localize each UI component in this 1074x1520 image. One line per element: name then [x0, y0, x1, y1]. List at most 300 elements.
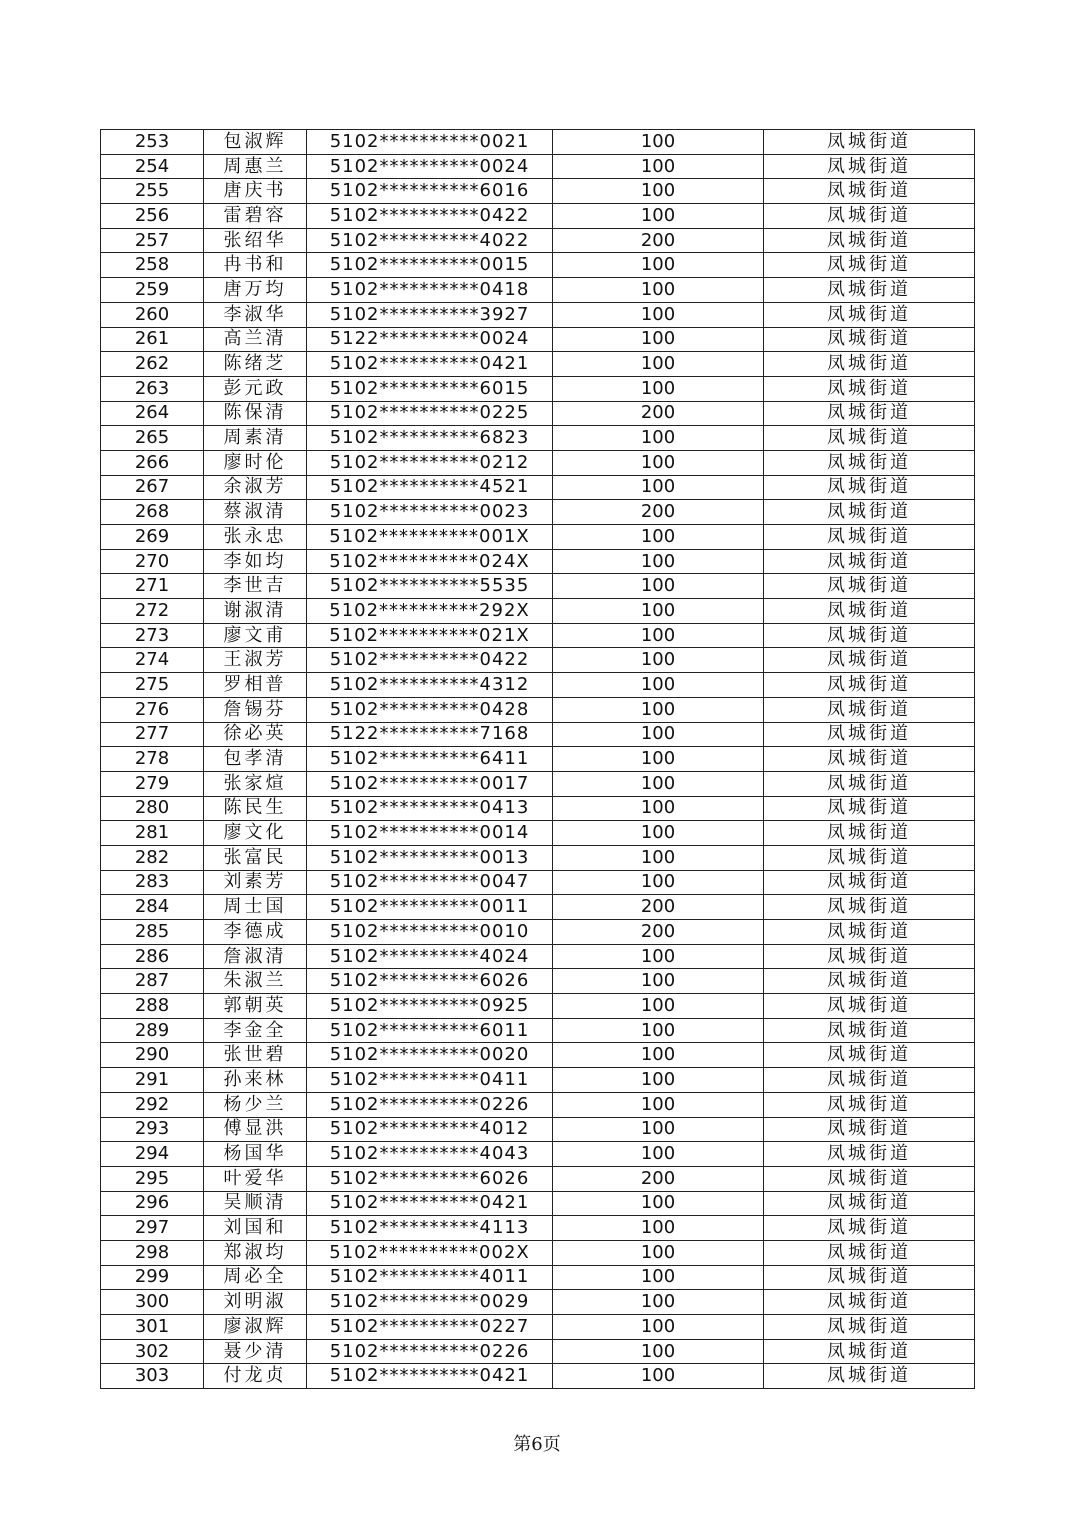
amount-cell: 100	[553, 475, 764, 500]
row-number-cell: 259	[101, 278, 204, 303]
row-number-cell: 270	[101, 549, 204, 574]
amount-cell: 100	[553, 1265, 764, 1290]
id-number-cell: 5102**********292X	[307, 599, 553, 624]
row-number-cell: 280	[101, 796, 204, 821]
table-row	[101, 796, 975, 821]
id-number-cell: 5102**********0418	[307, 278, 553, 303]
street-cell: 凤城街道	[764, 475, 975, 500]
amount-cell: 100	[553, 179, 764, 204]
street-cell: 凤城街道	[764, 1043, 975, 1068]
amount-cell: 100	[553, 278, 764, 303]
amount-cell: 100	[553, 771, 764, 796]
table-row	[101, 1265, 975, 1290]
row-number-cell: 299	[101, 1265, 204, 1290]
street-cell: 凤城街道	[764, 376, 975, 401]
amount-cell: 200	[553, 401, 764, 426]
person-name-cell: 付龙贞	[204, 1364, 307, 1389]
amount-cell: 100	[553, 327, 764, 352]
person-name-cell: 陈绪芝	[204, 352, 307, 377]
amount-cell: 100	[553, 1092, 764, 1117]
row-number-cell: 297	[101, 1216, 204, 1241]
id-number-cell: 5102**********4113	[307, 1216, 553, 1241]
row-number-cell: 295	[101, 1166, 204, 1191]
id-number-cell: 5102**********0013	[307, 845, 553, 870]
amount-cell: 100	[553, 722, 764, 747]
amount-cell: 100	[553, 426, 764, 451]
row-number-cell: 275	[101, 673, 204, 698]
person-name-cell: 廖文化	[204, 821, 307, 846]
row-number-cell: 258	[101, 253, 204, 278]
amount-cell: 100	[553, 130, 764, 155]
amount-cell: 100	[553, 821, 764, 846]
street-cell: 凤城街道	[764, 1265, 975, 1290]
table-row	[101, 1364, 975, 1389]
subsidy-roster-table	[100, 129, 975, 1389]
person-name-cell: 李德成	[204, 920, 307, 945]
person-name-cell: 张富民	[204, 845, 307, 870]
row-number-cell: 302	[101, 1339, 204, 1364]
person-name-cell: 包淑辉	[204, 130, 307, 155]
table-row	[101, 771, 975, 796]
table-row	[101, 1092, 975, 1117]
table-row	[101, 1339, 975, 1364]
row-number-cell: 273	[101, 623, 204, 648]
amount-cell: 100	[553, 1290, 764, 1315]
amount-cell: 100	[553, 747, 764, 772]
street-cell: 凤城街道	[764, 302, 975, 327]
street-cell: 凤城街道	[764, 1290, 975, 1315]
table-row	[101, 747, 975, 772]
row-number-cell: 282	[101, 845, 204, 870]
amount-cell: 100	[553, 204, 764, 229]
person-name-cell: 周必全	[204, 1265, 307, 1290]
page-number: 第6页	[513, 1434, 561, 1455]
person-name-cell: 周惠兰	[204, 154, 307, 179]
row-number-cell: 253	[101, 130, 204, 155]
table-row	[101, 1117, 975, 1142]
amount-cell: 100	[553, 599, 764, 624]
amount-cell: 100	[553, 1240, 764, 1265]
row-number-cell: 298	[101, 1240, 204, 1265]
amount-cell: 200	[553, 228, 764, 253]
person-name-cell: 詹淑清	[204, 944, 307, 969]
street-cell: 凤城街道	[764, 1191, 975, 1216]
row-number-cell: 257	[101, 228, 204, 253]
street-cell: 凤城街道	[764, 722, 975, 747]
street-cell: 凤城街道	[764, 747, 975, 772]
person-name-cell: 杨国华	[204, 1142, 307, 1167]
street-cell: 凤城街道	[764, 599, 975, 624]
person-name-cell: 廖时伦	[204, 450, 307, 475]
person-name-cell: 廖文甫	[204, 623, 307, 648]
person-name-cell: 陈民生	[204, 796, 307, 821]
amount-cell: 200	[553, 920, 764, 945]
person-name-cell: 詹锡芬	[204, 697, 307, 722]
person-name-cell: 张绍华	[204, 228, 307, 253]
amount-cell: 100	[553, 1315, 764, 1340]
id-number-cell: 5102**********021X	[307, 623, 553, 648]
row-number-cell: 262	[101, 352, 204, 377]
person-name-cell: 唐庆书	[204, 179, 307, 204]
row-number-cell: 286	[101, 944, 204, 969]
table-row	[101, 426, 975, 451]
person-name-cell: 郑淑均	[204, 1240, 307, 1265]
table-row	[101, 1240, 975, 1265]
amount-cell: 100	[553, 352, 764, 377]
id-number-cell: 5102**********0021	[307, 130, 553, 155]
row-number-cell: 301	[101, 1315, 204, 1340]
amount-cell: 100	[553, 1216, 764, 1241]
street-cell: 凤城街道	[764, 821, 975, 846]
row-number-cell: 296	[101, 1191, 204, 1216]
row-number-cell: 292	[101, 1092, 204, 1117]
street-cell: 凤城街道	[764, 1018, 975, 1043]
amount-cell: 100	[553, 697, 764, 722]
row-number-cell: 278	[101, 747, 204, 772]
row-number-cell: 293	[101, 1117, 204, 1142]
id-number-cell: 5102**********6823	[307, 426, 553, 451]
row-number-cell: 255	[101, 179, 204, 204]
id-number-cell: 5102**********0925	[307, 994, 553, 1019]
amount-cell: 100	[553, 549, 764, 574]
row-number-cell: 279	[101, 771, 204, 796]
amount-cell: 200	[553, 1166, 764, 1191]
person-name-cell: 彭元政	[204, 376, 307, 401]
amount-cell: 100	[553, 1068, 764, 1093]
street-cell: 凤城街道	[764, 549, 975, 574]
street-cell: 凤城街道	[764, 796, 975, 821]
id-number-cell: 5102**********0212	[307, 450, 553, 475]
id-number-cell: 5122**********0024	[307, 327, 553, 352]
person-name-cell: 李世吉	[204, 574, 307, 599]
id-number-cell: 5102**********6411	[307, 747, 553, 772]
person-name-cell: 杨少兰	[204, 1092, 307, 1117]
id-number-cell: 5102**********0024	[307, 154, 553, 179]
table-row	[101, 895, 975, 920]
table-row	[101, 376, 975, 401]
row-number-cell: 303	[101, 1364, 204, 1389]
id-number-cell: 5102**********6011	[307, 1018, 553, 1043]
street-cell: 凤城街道	[764, 327, 975, 352]
street-cell: 凤城街道	[764, 895, 975, 920]
id-number-cell: 5102**********0421	[307, 1191, 553, 1216]
id-number-cell: 5102**********0227	[307, 1315, 553, 1340]
id-number-cell: 5102**********0014	[307, 821, 553, 846]
table-row	[101, 228, 975, 253]
id-number-cell: 5102**********6026	[307, 1166, 553, 1191]
amount-cell: 100	[553, 944, 764, 969]
street-cell: 凤城街道	[764, 1364, 975, 1389]
table-row	[101, 1043, 975, 1068]
table-row	[101, 154, 975, 179]
id-number-cell: 5102**********4011	[307, 1265, 553, 1290]
row-number-cell: 277	[101, 722, 204, 747]
table-row	[101, 401, 975, 426]
id-number-cell: 5102**********0011	[307, 895, 553, 920]
person-name-cell: 朱淑兰	[204, 969, 307, 994]
street-cell: 凤城街道	[764, 994, 975, 1019]
row-number-cell: 288	[101, 994, 204, 1019]
person-name-cell: 陈保清	[204, 401, 307, 426]
table-row	[101, 278, 975, 303]
id-number-cell: 5102**********4312	[307, 673, 553, 698]
row-number-cell: 269	[101, 525, 204, 550]
table-row	[101, 599, 975, 624]
street-cell: 凤城街道	[764, 1142, 975, 1167]
row-number-cell: 261	[101, 327, 204, 352]
row-number-cell: 287	[101, 969, 204, 994]
id-number-cell: 5102**********024X	[307, 549, 553, 574]
table-row	[101, 475, 975, 500]
amount-cell: 100	[553, 1018, 764, 1043]
amount-cell: 100	[553, 1117, 764, 1142]
person-name-cell: 唐万均	[204, 278, 307, 303]
row-number-cell: 263	[101, 376, 204, 401]
street-cell: 凤城街道	[764, 500, 975, 525]
amount-cell: 100	[553, 253, 764, 278]
id-number-cell: 5102**********4043	[307, 1142, 553, 1167]
amount-cell: 100	[553, 994, 764, 1019]
id-number-cell: 5102**********0020	[307, 1043, 553, 1068]
street-cell: 凤城街道	[764, 870, 975, 895]
person-name-cell: 郭朝英	[204, 994, 307, 1019]
id-number-cell: 5102**********6015	[307, 376, 553, 401]
table-row	[101, 500, 975, 525]
table-row	[101, 130, 975, 155]
table-row	[101, 549, 975, 574]
id-number-cell: 5102**********0421	[307, 352, 553, 377]
id-number-cell: 5102**********4521	[307, 475, 553, 500]
table-row	[101, 179, 975, 204]
table-row	[101, 1191, 975, 1216]
amount-cell: 100	[553, 450, 764, 475]
table-row	[101, 327, 975, 352]
person-name-cell: 冉书和	[204, 253, 307, 278]
table-row	[101, 969, 975, 994]
row-number-cell: 285	[101, 920, 204, 945]
table-row	[101, 1142, 975, 1167]
person-name-cell: 李如均	[204, 549, 307, 574]
person-name-cell: 张世碧	[204, 1043, 307, 1068]
table-row	[101, 1166, 975, 1191]
amount-cell: 100	[553, 623, 764, 648]
person-name-cell: 刘素芳	[204, 870, 307, 895]
person-name-cell: 张家煊	[204, 771, 307, 796]
street-cell: 凤城街道	[764, 253, 975, 278]
table-row	[101, 722, 975, 747]
id-number-cell: 5102**********0226	[307, 1339, 553, 1364]
street-cell: 凤城街道	[764, 574, 975, 599]
street-cell: 凤城街道	[764, 673, 975, 698]
id-number-cell: 5102**********002X	[307, 1240, 553, 1265]
amount-cell: 100	[553, 673, 764, 698]
street-cell: 凤城街道	[764, 1117, 975, 1142]
id-number-cell: 5102**********0411	[307, 1068, 553, 1093]
row-number-cell: 289	[101, 1018, 204, 1043]
person-name-cell: 蔡淑清	[204, 500, 307, 525]
amount-cell: 100	[553, 1339, 764, 1364]
person-name-cell: 徐必英	[204, 722, 307, 747]
row-number-cell: 291	[101, 1068, 204, 1093]
row-number-cell: 290	[101, 1043, 204, 1068]
street-cell: 凤城街道	[764, 1339, 975, 1364]
id-number-cell: 5102**********0421	[307, 1364, 553, 1389]
table-row	[101, 352, 975, 377]
street-cell: 凤城街道	[764, 697, 975, 722]
id-number-cell: 5102**********0226	[307, 1092, 553, 1117]
row-number-cell: 271	[101, 574, 204, 599]
amount-cell: 100	[553, 1142, 764, 1167]
amount-cell: 100	[553, 1364, 764, 1389]
id-number-cell: 5102**********6026	[307, 969, 553, 994]
street-cell: 凤城街道	[764, 845, 975, 870]
amount-cell: 100	[553, 302, 764, 327]
id-number-cell: 5102**********0029	[307, 1290, 553, 1315]
id-number-cell: 5102**********4022	[307, 228, 553, 253]
amount-cell: 100	[553, 1191, 764, 1216]
street-cell: 凤城街道	[764, 1240, 975, 1265]
amount-cell: 100	[553, 154, 764, 179]
id-number-cell: 5122**********7168	[307, 722, 553, 747]
table-row	[101, 525, 975, 550]
amount-cell: 200	[553, 500, 764, 525]
id-number-cell: 5102**********0047	[307, 870, 553, 895]
person-name-cell: 周素清	[204, 426, 307, 451]
street-cell: 凤城街道	[764, 944, 975, 969]
id-number-cell: 5102**********0017	[307, 771, 553, 796]
table-row	[101, 697, 975, 722]
amount-cell: 100	[553, 648, 764, 673]
amount-cell: 100	[553, 796, 764, 821]
person-name-cell: 包孝清	[204, 747, 307, 772]
id-number-cell: 5102**********0422	[307, 648, 553, 673]
street-cell: 凤城街道	[764, 426, 975, 451]
roster-table-body	[101, 130, 975, 1389]
street-cell: 凤城街道	[764, 130, 975, 155]
table-row	[101, 1068, 975, 1093]
amount-cell: 100	[553, 376, 764, 401]
table-row	[101, 821, 975, 846]
row-number-cell: 283	[101, 870, 204, 895]
street-cell: 凤城街道	[764, 154, 975, 179]
street-cell: 凤城街道	[764, 525, 975, 550]
person-name-cell: 李淑华	[204, 302, 307, 327]
table-row	[101, 1315, 975, 1340]
street-cell: 凤城街道	[764, 969, 975, 994]
person-name-cell: 傅显洪	[204, 1117, 307, 1142]
id-number-cell: 5102**********4024	[307, 944, 553, 969]
street-cell: 凤城街道	[764, 204, 975, 229]
street-cell: 凤城街道	[764, 1315, 975, 1340]
table-row	[101, 204, 975, 229]
street-cell: 凤城街道	[764, 1068, 975, 1093]
table-row	[101, 1290, 975, 1315]
person-name-cell: 聂少清	[204, 1339, 307, 1364]
row-number-cell: 276	[101, 697, 204, 722]
row-number-cell: 264	[101, 401, 204, 426]
row-number-cell: 268	[101, 500, 204, 525]
person-name-cell: 高兰清	[204, 327, 307, 352]
row-number-cell: 272	[101, 599, 204, 624]
row-number-cell: 274	[101, 648, 204, 673]
person-name-cell: 雷碧容	[204, 204, 307, 229]
amount-cell: 200	[553, 895, 764, 920]
row-number-cell: 266	[101, 450, 204, 475]
table-row	[101, 574, 975, 599]
id-number-cell: 5102**********0225	[307, 401, 553, 426]
id-number-cell: 5102**********3927	[307, 302, 553, 327]
id-number-cell: 5102**********0428	[307, 697, 553, 722]
street-cell: 凤城街道	[764, 228, 975, 253]
street-cell: 凤城街道	[764, 623, 975, 648]
person-name-cell: 张永忠	[204, 525, 307, 550]
amount-cell: 100	[553, 969, 764, 994]
person-name-cell: 孙来林	[204, 1068, 307, 1093]
row-number-cell: 254	[101, 154, 204, 179]
amount-cell: 100	[553, 525, 764, 550]
street-cell: 凤城街道	[764, 401, 975, 426]
id-number-cell: 5102**********001X	[307, 525, 553, 550]
table-row	[101, 648, 975, 673]
amount-cell: 100	[553, 845, 764, 870]
street-cell: 凤城街道	[764, 179, 975, 204]
row-number-cell: 300	[101, 1290, 204, 1315]
amount-cell: 100	[553, 1043, 764, 1068]
table-row	[101, 944, 975, 969]
row-number-cell: 294	[101, 1142, 204, 1167]
table-row	[101, 1216, 975, 1241]
street-cell: 凤城街道	[764, 278, 975, 303]
person-name-cell: 罗相普	[204, 673, 307, 698]
id-number-cell: 5102**********0023	[307, 500, 553, 525]
street-cell: 凤城街道	[764, 450, 975, 475]
person-name-cell: 吴顺清	[204, 1191, 307, 1216]
street-cell: 凤城街道	[764, 771, 975, 796]
table-row	[101, 994, 975, 1019]
person-name-cell: 周士国	[204, 895, 307, 920]
table-row	[101, 920, 975, 945]
table-row	[101, 845, 975, 870]
person-name-cell: 李金全	[204, 1018, 307, 1043]
table-row	[101, 870, 975, 895]
amount-cell: 100	[553, 870, 764, 895]
person-name-cell: 王淑芳	[204, 648, 307, 673]
row-number-cell: 281	[101, 821, 204, 846]
row-number-cell: 265	[101, 426, 204, 451]
table-row	[101, 673, 975, 698]
id-number-cell: 5102**********0015	[307, 253, 553, 278]
table-row	[101, 302, 975, 327]
row-number-cell: 260	[101, 302, 204, 327]
person-name-cell: 廖淑辉	[204, 1315, 307, 1340]
id-number-cell: 5102**********0413	[307, 796, 553, 821]
street-cell: 凤城街道	[764, 1092, 975, 1117]
row-number-cell: 267	[101, 475, 204, 500]
person-name-cell: 叶爱华	[204, 1166, 307, 1191]
amount-cell: 100	[553, 574, 764, 599]
person-name-cell: 谢淑清	[204, 599, 307, 624]
street-cell: 凤城街道	[764, 1216, 975, 1241]
street-cell: 凤城街道	[764, 1166, 975, 1191]
table-row	[101, 450, 975, 475]
id-number-cell: 5102**********0010	[307, 920, 553, 945]
street-cell: 凤城街道	[764, 920, 975, 945]
id-number-cell: 5102**********5535	[307, 574, 553, 599]
row-number-cell: 256	[101, 204, 204, 229]
person-name-cell: 刘明淑	[204, 1290, 307, 1315]
person-name-cell: 余淑芳	[204, 475, 307, 500]
table-row	[101, 623, 975, 648]
